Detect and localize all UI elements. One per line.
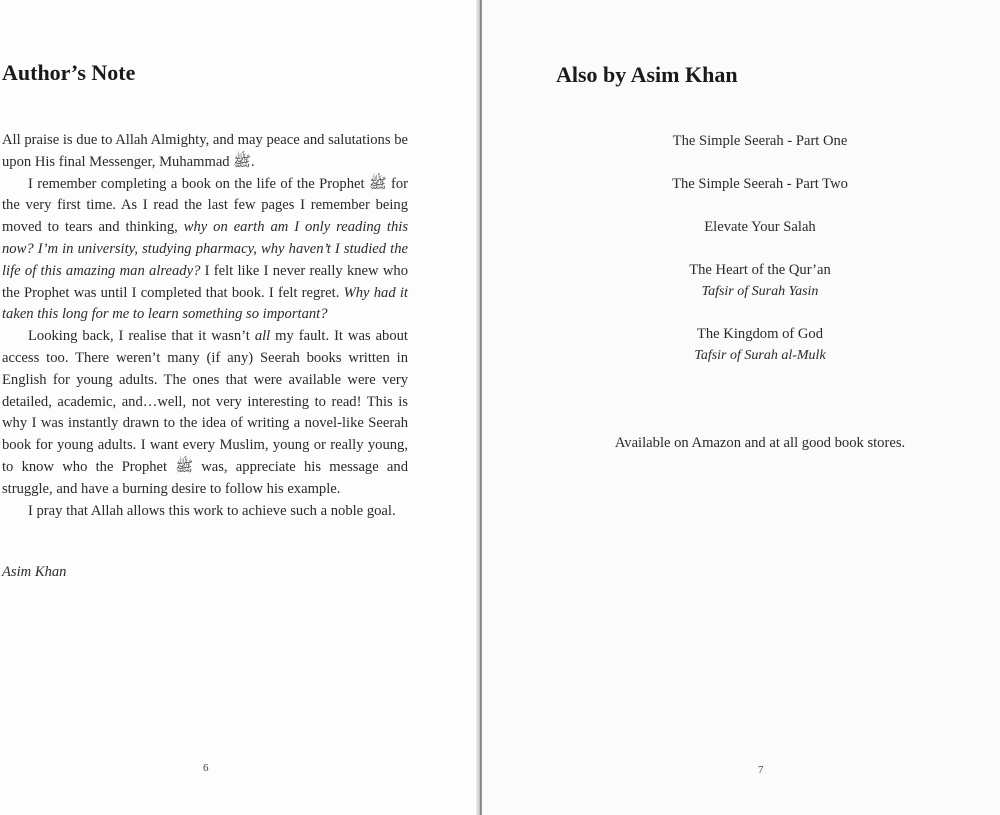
book-subtitle: Tafsir of Surah Yasin — [701, 284, 819, 299]
book-title: Elevate Your Salah — [704, 219, 816, 235]
author-signature: Asim Khan — [2, 564, 67, 580]
book-item — [602, 130, 918, 152]
left-page — [0, 0, 478, 815]
book-title: The Simple Seerah - Part Two — [672, 176, 848, 192]
book-title: The Heart of the Qur’an — [689, 262, 831, 278]
right-page — [482, 0, 1000, 815]
book-title: The Kingdom of God — [696, 326, 824, 342]
authors-note-heading: Author’s Note — [2, 60, 136, 85]
book-title: The Simple Seerah - Part One — [672, 133, 848, 149]
book-list — [602, 130, 918, 387]
also-by-heading: Also by Asim Khan — [556, 62, 738, 87]
book-item — [602, 216, 918, 238]
paragraph-1: All praise is due to Allah Almighty, and may peace and salutations be upon His final Messenger, Muhammad ﷺ. — [2, 132, 408, 170]
availability-note: Available on Amazon and at all good book stores. — [614, 435, 906, 451]
authors-note-body — [2, 130, 408, 522]
book-item — [602, 173, 918, 195]
book-subtitle: Tafsir of Surah al-Mulk — [694, 348, 826, 363]
page-number-left: 6 — [203, 762, 209, 774]
paragraph-3: Looking back, I realise that it wasn’t all my fault. It was about access too. There weren’t many (if any) Seerah books written in English for young adults. The ones that were available were very detailed, academic, and…well, not very interesting to read! This is why I was instantly drawn to the idea of writing a novel-like Seerah book for young adults. I want every Muslim, young or really young, to know who the Prophet ﷺ was, appreciate his message and struggle, and have a burning desire to follow his example. — [2, 328, 409, 497]
page-number-right: 7 — [758, 764, 764, 776]
paragraph-4: I pray that Allah allows this work to achieve such a noble goal. — [28, 502, 396, 519]
book-item — [602, 323, 918, 366]
book-item — [602, 259, 918, 302]
paragraph-2: I remember completing a book on the life of the Prophet ﷺ for the very first time. As I read the last few pages I remember being moved to tears and thinking, why on earth am I only reading this now? I’m in university, studying pharmacy, why haven’t I studied the life of this amazing man already? I felt like I never really knew who the Prophet was until I completed that book. I felt regret. Why had it taken this long for me to learn something so important? — [2, 175, 408, 323]
